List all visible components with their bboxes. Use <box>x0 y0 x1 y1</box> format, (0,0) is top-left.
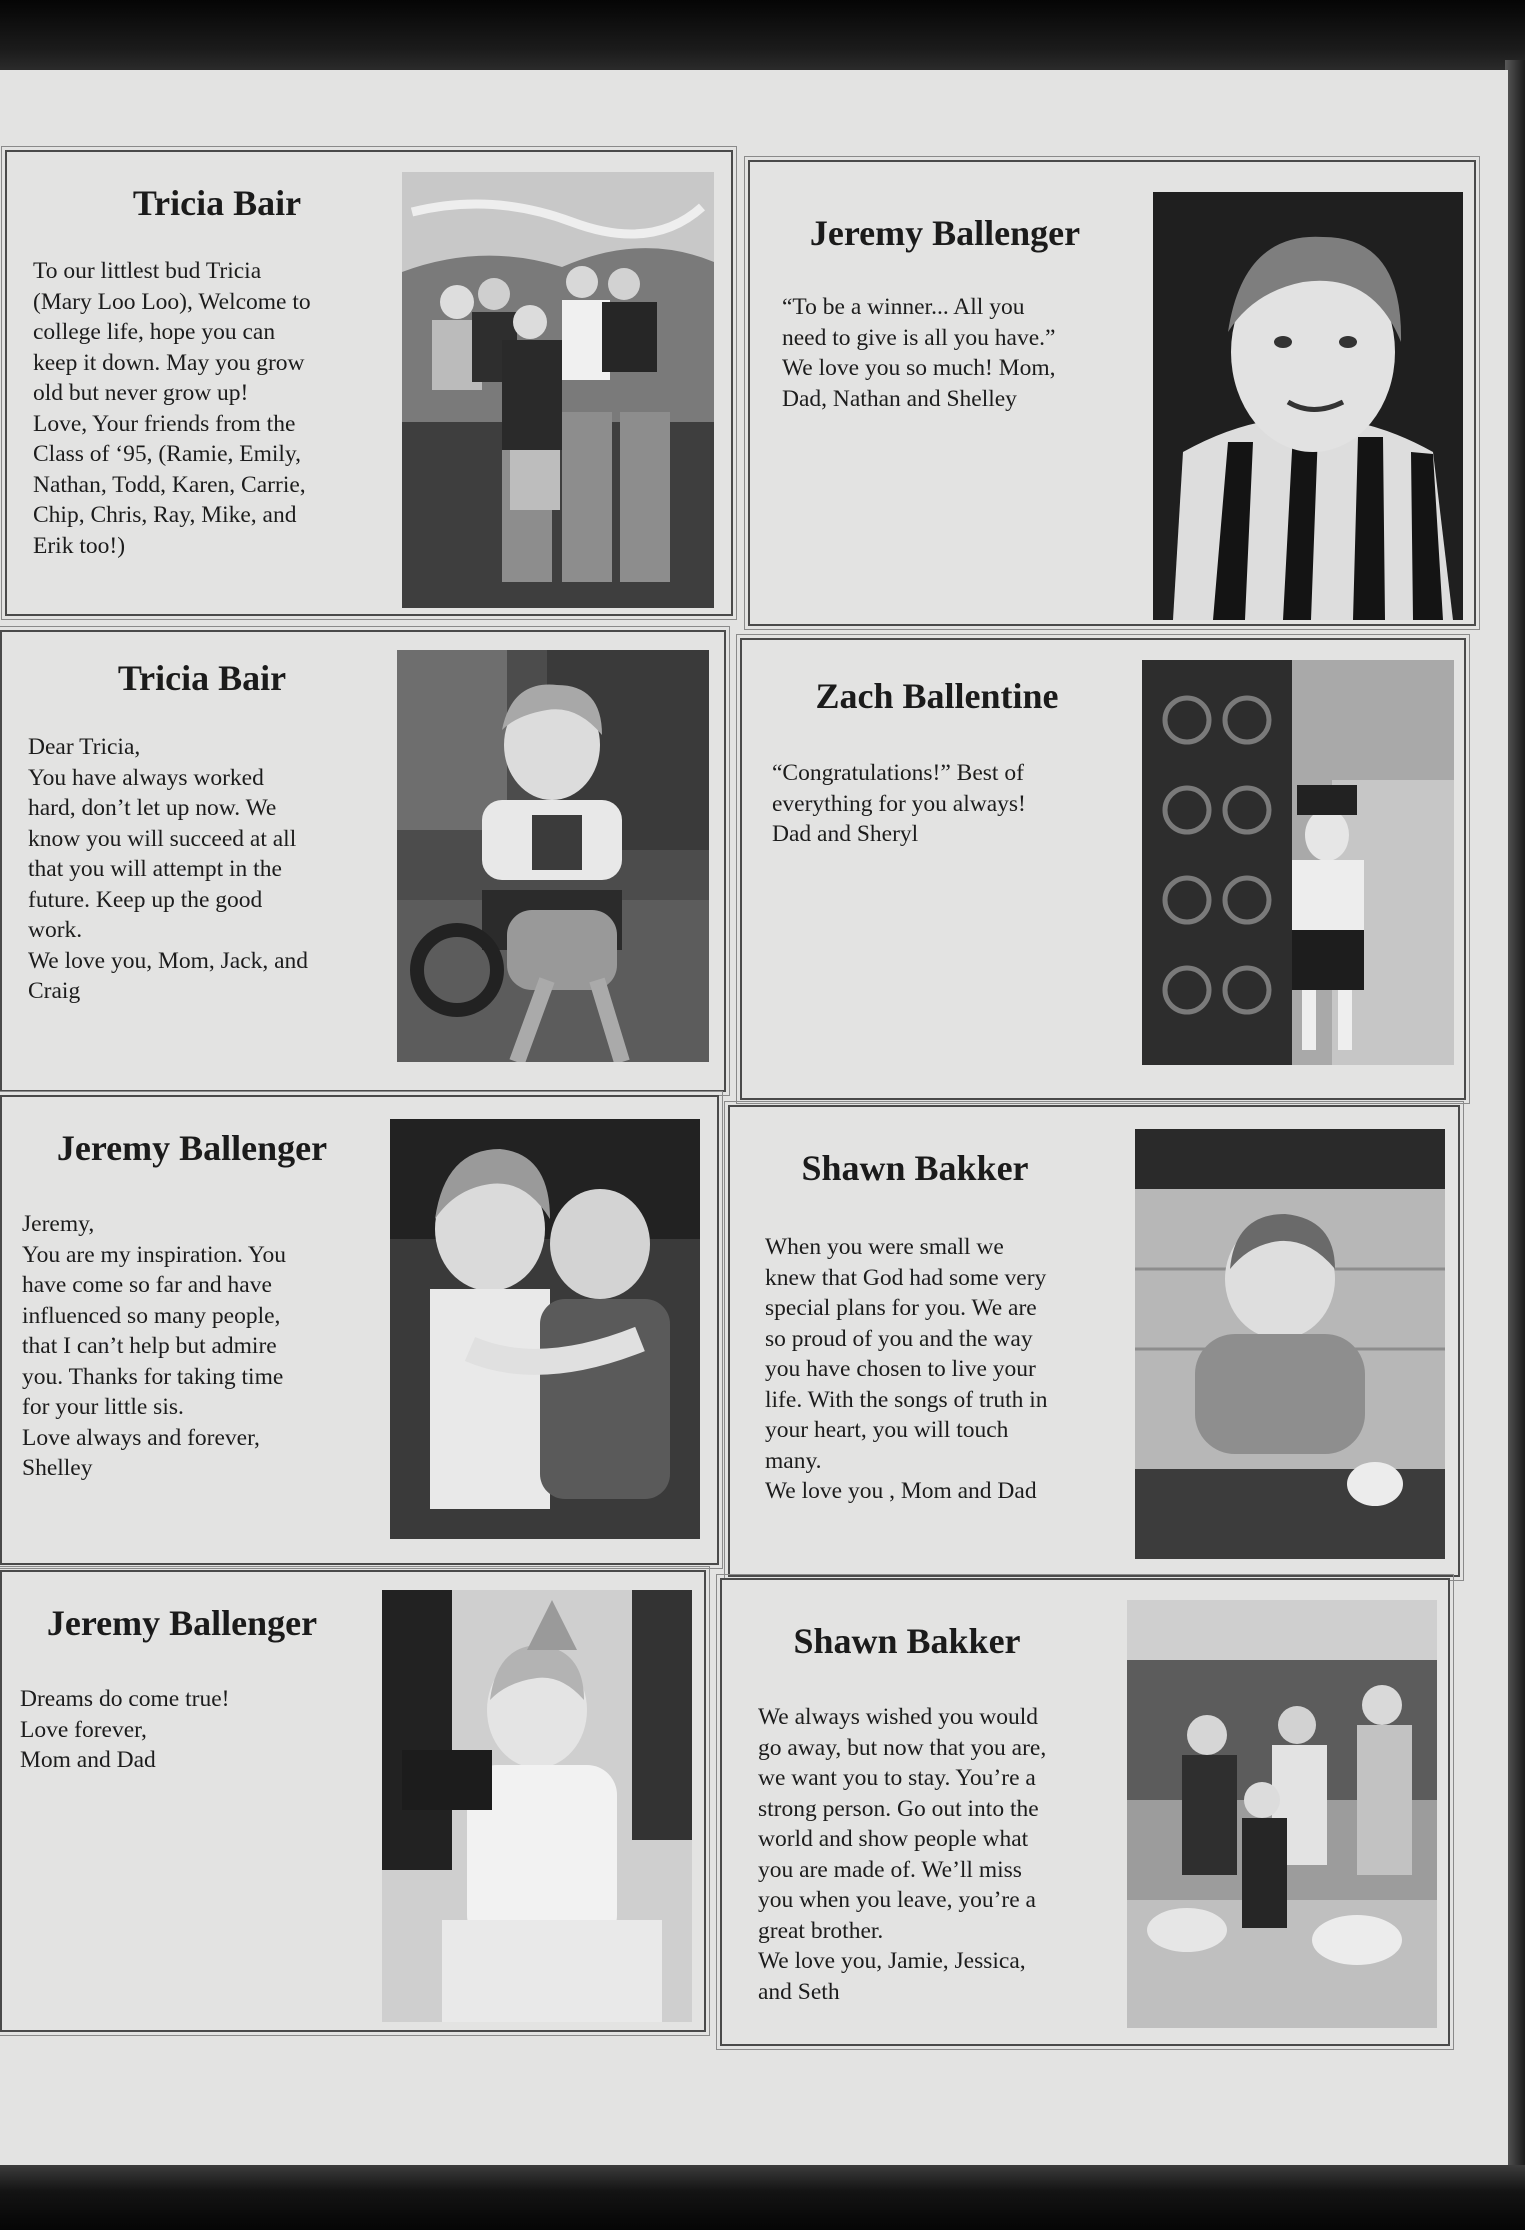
card-name: Jeremy Ballenger <box>56 1128 328 1168</box>
dedication-card <box>720 1578 1450 2046</box>
card-name: Shawn Bakker <box>801 1148 1029 1188</box>
card-name: Jeremy Ballenger <box>46 1603 318 1643</box>
siblings-photo <box>390 1119 700 1539</box>
card-message: We always wished you would go away, but now that you are, we want you to stay. You’re a strong person. Go out into the world and show people what you are made of. We’ll miss you when you leave, you’re a great brother. We love you, Jamie, Jessica, and Seth <box>758 1704 1047 2005</box>
child-photo <box>397 650 709 1062</box>
card-name: Zach Ballentine <box>815 676 1059 716</box>
card-message: Jeremy, You are my inspiration. You have come so far and have influenced so many people, that I can’t help but admire you. Thanks for taking time for your little sis. Love always and forever, Shelley <box>22 1211 286 1481</box>
card-message: “Congratulations!” Best of everything for you always! Dad and Sheryl <box>772 760 1026 847</box>
dedication-card <box>0 1570 706 2032</box>
dedication-card <box>5 150 733 616</box>
card-message: “To be a winner... All you need to give is all you have.” We love you so much! Mom, Dad, Nathan and Shelley <box>782 294 1056 412</box>
dedication-card <box>728 1105 1460 1577</box>
card-message: When you were small we knew that God had some very special plans for you. We are so proud of you and the way you have chosen to live your life. With the songs of truth in your heart, you will touch many. We love you , Mom and Dad <box>765 1234 1048 1504</box>
baby-photo <box>1135 1129 1445 1559</box>
child-photo <box>1153 192 1463 620</box>
yearbook-page <box>0 70 1508 2170</box>
page-right-edge <box>1505 60 1525 2170</box>
dedication-card <box>748 160 1476 626</box>
card-message: To our littlest bud Tricia (Mary Loo Loo), Welcome to college life, hope you can keep it down. May you grow old but never grow up! Love, Your friends from the Class of ‘95, (Ramie, Emily, Nathan, Todd, Karen, Carrie, Chip, Chris, Ray, Mike, and Erik too!) <box>33 258 311 559</box>
card-name: Tricia Bair <box>132 183 302 223</box>
group-photo <box>402 172 714 608</box>
dedication-card <box>0 1095 719 1565</box>
siblings-photo <box>1127 1600 1437 2028</box>
card-message: Dear Tricia, You have always worked hard, don’t let up now. We know you will succeed at all that you will attempt in the future. Keep up the good work. We love you, Mom, Jack, and Craig <box>28 734 309 1004</box>
card-name: Shawn Bakker <box>793 1621 1021 1661</box>
dedication-card <box>740 638 1466 1100</box>
card-message: Dreams do come true! Love forever, Mom and Dad <box>20 1686 230 1773</box>
dedication-card <box>0 630 726 1092</box>
card-name: Tricia Bair <box>117 658 287 698</box>
page-bottom-edge <box>0 2165 1525 2230</box>
card-name: Jeremy Ballenger <box>809 213 1081 253</box>
child-photo <box>1142 660 1454 1065</box>
birthday-photo <box>382 1590 692 2022</box>
